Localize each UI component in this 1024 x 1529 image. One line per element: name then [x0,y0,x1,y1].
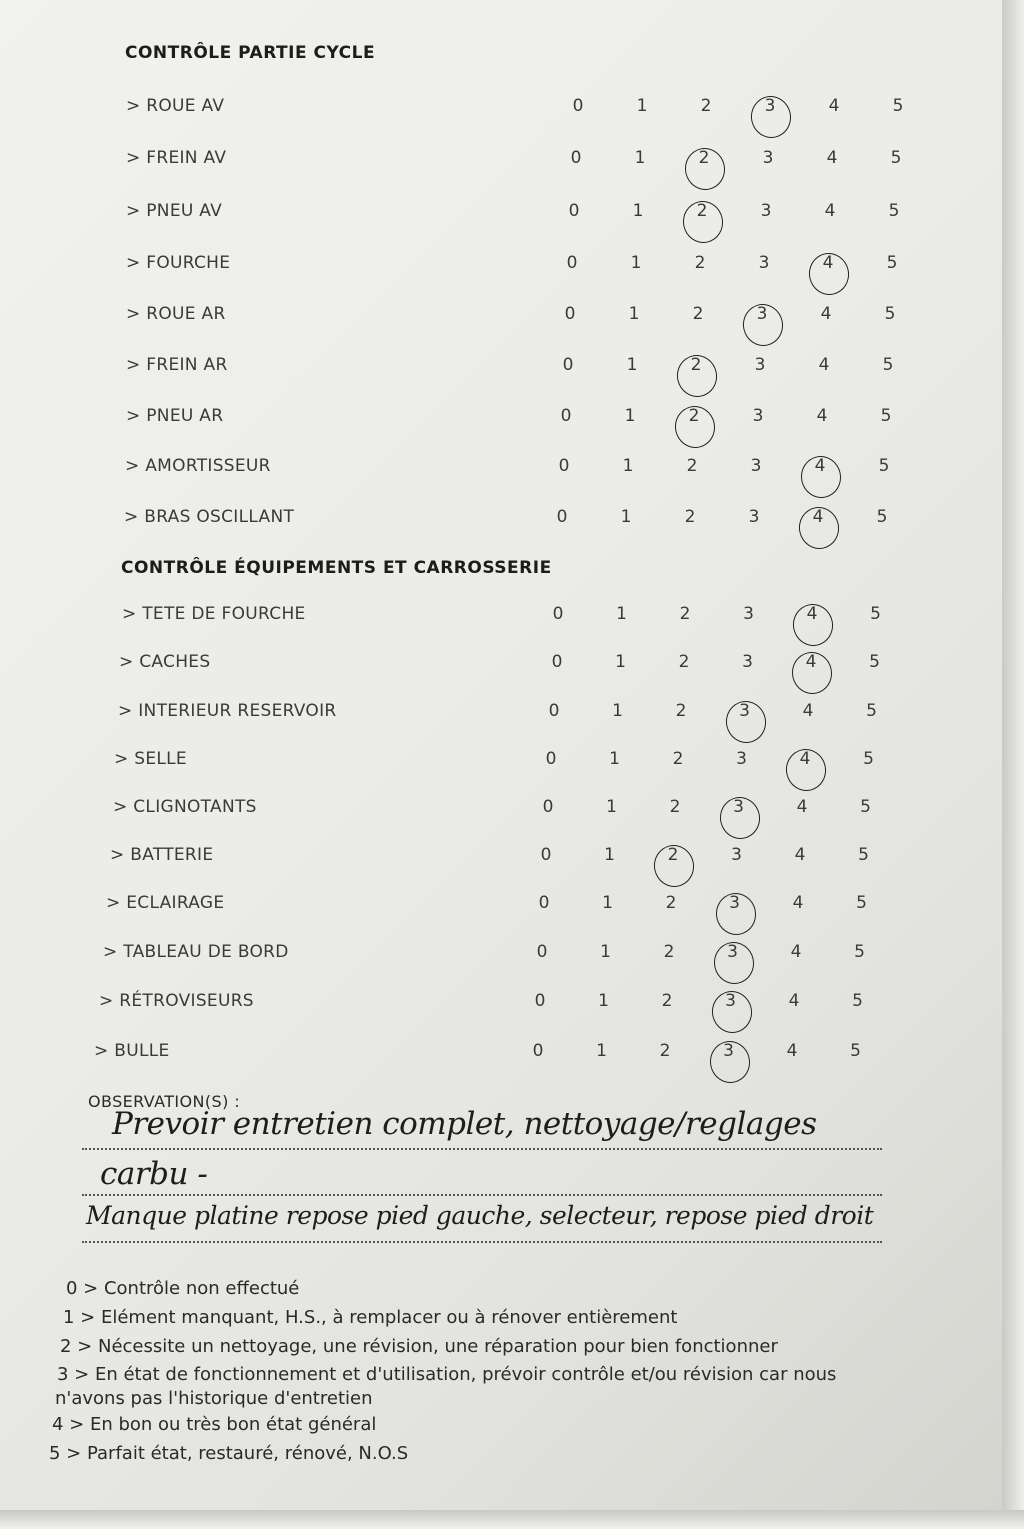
equipment-rating-option[interactable]: 0 [540,845,552,865]
equipment-rating-option[interactable]: 3 [733,797,744,817]
equipment-rating-option[interactable]: 0 [545,749,557,769]
equipment-rating-option[interactable]: 5 [858,845,869,865]
cycle-rating-option[interactable]: 3 [764,96,776,116]
cycle-rating-option[interactable]: 2 [690,355,702,375]
cycle-rating-option[interactable]: 2 [698,148,710,168]
equipment-rating-option[interactable]: 2 [675,701,687,721]
cycle-rating-option[interactable]: 0 [560,406,572,426]
cycle-rating-option[interactable]: 4 [828,96,840,116]
equipment-rating-option[interactable]: 1 [600,942,611,962]
cycle-rating-option[interactable]: 5 [892,96,904,116]
equipment-rating-option[interactable]: 2 [663,942,675,962]
cycle-rating-option[interactable]: 0 [568,201,580,221]
observation-line-1-dots [82,1148,882,1150]
observation-handwritten-1: Prevoir entretien complet, nettoyage/reglages [112,1106,817,1142]
observation-line-2-dots [82,1194,882,1196]
equipment-row-label: > TETE DE FOURCHE [122,604,306,624]
equipment-row-label: > ECLAIRAGE [106,893,225,913]
equipment-rating-option[interactable]: 3 [727,942,738,962]
equipment-rating-option[interactable]: 1 [609,749,620,769]
cycle-rating-option[interactable]: 5 [890,148,902,168]
equipment-rating-option[interactable]: 5 [854,942,865,962]
cycle-rating-option[interactable]: 2 [684,507,696,527]
cycle-rating-option[interactable]: 5 [882,355,894,375]
cycle-rating-option[interactable]: 1 [622,456,634,476]
equipment-rating-option[interactable]: 5 [860,797,871,817]
equipment-rating-option[interactable]: 0 [536,942,548,962]
equipment-rating-option[interactable]: 0 [548,701,560,721]
section-title-cycle: CONTRÔLE PARTIE CYCLE [125,43,376,63]
cycle-row-label: > PNEU AV [126,201,223,221]
legend-line: n'avons pas l'historique d'entretien [55,1388,373,1409]
equipment-rating-option[interactable]: 4 [792,893,804,913]
cycle-rating-option[interactable]: 4 [822,253,834,273]
cycle-rating-option[interactable]: 5 [880,406,892,426]
observation-line-3-dots [82,1241,882,1243]
equipment-rating-option[interactable]: 5 [863,749,874,769]
equipment-rating-option[interactable]: 4 [796,797,808,817]
cycle-rating-option[interactable]: 4 [812,507,824,527]
equipment-rating-option[interactable]: 2 [679,604,691,624]
cycle-rating-option[interactable]: 3 [754,355,766,375]
equipment-rating-option[interactable]: 4 [788,991,800,1011]
equipment-rating-option[interactable]: 5 [852,991,863,1011]
equipment-rating-option[interactable]: 2 [667,845,679,865]
equipment-rating-option[interactable]: 5 [866,701,877,721]
cycle-rating-option[interactable]: 0 [570,148,582,168]
cycle-rating-option[interactable]: 2 [692,304,704,324]
cycle-row-label: > ROUE AV [126,96,225,116]
cycle-rating-option[interactable]: 2 [686,456,698,476]
equipment-rating-option[interactable]: 0 [551,652,563,672]
cycle-row-label: > AMORTISSEUR [125,456,271,476]
observations-label: OBSERVATION(S) : [88,1092,240,1111]
background-edge-bottom [0,1510,1024,1529]
cycle-rating-option[interactable]: 4 [814,456,826,476]
cycle-rating-option[interactable]: 0 [562,355,574,375]
equipment-rating-option[interactable]: 5 [870,604,881,624]
equipment-rating-option[interactable]: 4 [805,652,817,672]
cycle-rating-option[interactable]: 0 [566,253,578,273]
equipment-rating-option[interactable]: 2 [672,749,684,769]
cycle-rating-option[interactable]: 1 [624,406,636,426]
equipment-rating-option[interactable]: 2 [669,797,681,817]
cycle-row-label: > FOURCHE [126,253,231,273]
cycle-rating-option[interactable]: 5 [886,253,898,273]
cycle-rating-option[interactable]: 1 [620,507,632,527]
observation-handwritten-2: carbu - [100,1156,208,1192]
equipment-rating-option[interactable]: 2 [665,893,677,913]
cycle-rating-option[interactable]: 1 [632,201,644,221]
equipment-row-label: > CLIGNOTANTS [113,797,257,817]
equipment-rating-option[interactable]: 4 [802,701,814,721]
cycle-rating-option[interactable]: 0 [556,507,568,527]
equipment-rating-option[interactable]: 3 [736,749,747,769]
cycle-row-label: > FREIN AR [126,355,228,375]
cycle-rating-option[interactable]: 1 [626,355,638,375]
cycle-rating-option[interactable]: 2 [688,406,700,426]
cycle-rating-option[interactable]: 1 [628,304,640,324]
equipment-rating-option[interactable]: 1 [602,893,613,913]
cycle-rating-option[interactable]: 3 [756,304,768,324]
cycle-row-label: > BRAS OSCILLANT [124,507,295,527]
cycle-rating-option[interactable]: 1 [630,253,642,273]
equipment-rating-option[interactable]: 1 [606,797,617,817]
cycle-rating-option[interactable]: 2 [696,201,708,221]
equipment-rating-option[interactable]: 4 [799,749,811,769]
equipment-rating-option[interactable]: 4 [790,942,802,962]
legend-line: 2 > Nécessite un nettoyage, une révision, une réparation pour bien fonctionner [60,1336,778,1357]
legend-line: 3 > En état de fonctionnement et d'utilisation, prévoir contrôle et/ou révision car nous [57,1364,837,1385]
equipment-rating-option[interactable]: 2 [661,991,673,1011]
equipment-rating-option[interactable]: 2 [659,1041,671,1061]
cycle-rating-option[interactable]: 4 [824,201,836,221]
cycle-row-label: > PNEU AR [126,406,224,426]
cycle-rating-option[interactable]: 0 [572,96,584,116]
equipment-rating-option[interactable]: 1 [612,701,623,721]
cycle-rating-option[interactable]: 4 [820,304,832,324]
cycle-rating-option[interactable]: 3 [750,456,762,476]
equipment-rating-option[interactable]: 4 [806,604,818,624]
legend-line: 5 > Parfait état, restauré, rénové, N.O.S [49,1443,409,1464]
cycle-rating-option[interactable]: 4 [816,406,828,426]
equipment-rating-option[interactable]: 5 [856,893,867,913]
equipment-row-label: > TABLEAU DE BORD [103,942,289,962]
equipment-row-label: > RÉTROVISEURS [99,991,254,1011]
cycle-rating-option[interactable]: 2 [700,96,712,116]
equipment-row-label: > INTERIEUR RESERVOIR [118,701,337,721]
equipment-rating-option[interactable]: 1 [615,652,626,672]
cycle-rating-option[interactable]: 4 [826,148,838,168]
equipment-rating-option[interactable]: 5 [850,1041,861,1061]
equipment-rating-option[interactable]: 0 [552,604,564,624]
equipment-row-label: > BULLE [94,1041,170,1061]
equipment-rating-option[interactable]: 0 [538,893,550,913]
cycle-rating-option[interactable]: 3 [748,507,760,527]
background-edge [1002,0,1024,1529]
equipment-rating-option[interactable]: 4 [794,845,806,865]
equipment-rating-option[interactable]: 1 [604,845,615,865]
equipment-rating-option[interactable]: 4 [786,1041,798,1061]
cycle-rating-option[interactable]: 5 [884,304,896,324]
cycle-rating-option[interactable]: 4 [818,355,830,375]
equipment-rating-option[interactable]: 2 [678,652,690,672]
cycle-rating-option[interactable]: 0 [564,304,576,324]
cycle-rating-option[interactable]: 2 [694,253,706,273]
equipment-rating-option[interactable]: 1 [616,604,627,624]
equipment-rating-option[interactable]: 1 [596,1041,607,1061]
cycle-rating-option[interactable]: 5 [878,456,890,476]
equipment-rating-option[interactable]: 0 [532,1041,544,1061]
cycle-row-label: > ROUE AR [126,304,226,324]
legend-line: 4 > En bon ou très bon état général [52,1414,377,1435]
observation-handwritten-3: Manque platine repose pied gauche, selecteur, repose pied droit [86,1201,874,1230]
equipment-rating-option[interactable]: 3 [742,652,753,672]
equipment-rating-option[interactable]: 3 [725,991,736,1011]
section-title-equipment: CONTRÔLE ÉQUIPEMENTS ET CARROSSERIE [121,558,552,578]
cycle-rating-option[interactable]: 1 [634,148,646,168]
equipment-rating-option[interactable]: 5 [869,652,880,672]
legend-line: 0 > Contrôle non effectué [66,1278,300,1299]
cycle-rating-option[interactable]: 5 [876,507,888,527]
equipment-row-label: > CACHES [119,652,211,672]
equipment-rating-option[interactable]: 0 [534,991,546,1011]
equipment-rating-option[interactable]: 3 [723,1041,734,1061]
legend-line: 1 > Elément manquant, H.S., à remplacer ou à rénover entièrement [63,1307,678,1328]
equipment-rating-option[interactable]: 3 [743,604,754,624]
cycle-rating-option[interactable]: 3 [760,201,772,221]
cycle-rating-option[interactable]: 1 [636,96,648,116]
equipment-rating-option[interactable]: 3 [739,701,750,721]
equipment-row-label: > BATTERIE [110,845,214,865]
cycle-row-label: > FREIN AV [126,148,227,168]
equipment-rating-option[interactable]: 3 [731,845,742,865]
cycle-rating-option[interactable]: 3 [758,253,770,273]
cycle-rating-option[interactable]: 3 [762,148,774,168]
cycle-rating-option[interactable]: 0 [558,456,570,476]
equipment-rating-option[interactable]: 0 [542,797,554,817]
cycle-rating-option[interactable]: 5 [888,201,900,221]
equipment-rating-option[interactable]: 1 [598,991,609,1011]
cycle-rating-option[interactable]: 3 [752,406,764,426]
equipment-row-label: > SELLE [114,749,187,769]
equipment-rating-option[interactable]: 3 [729,893,740,913]
